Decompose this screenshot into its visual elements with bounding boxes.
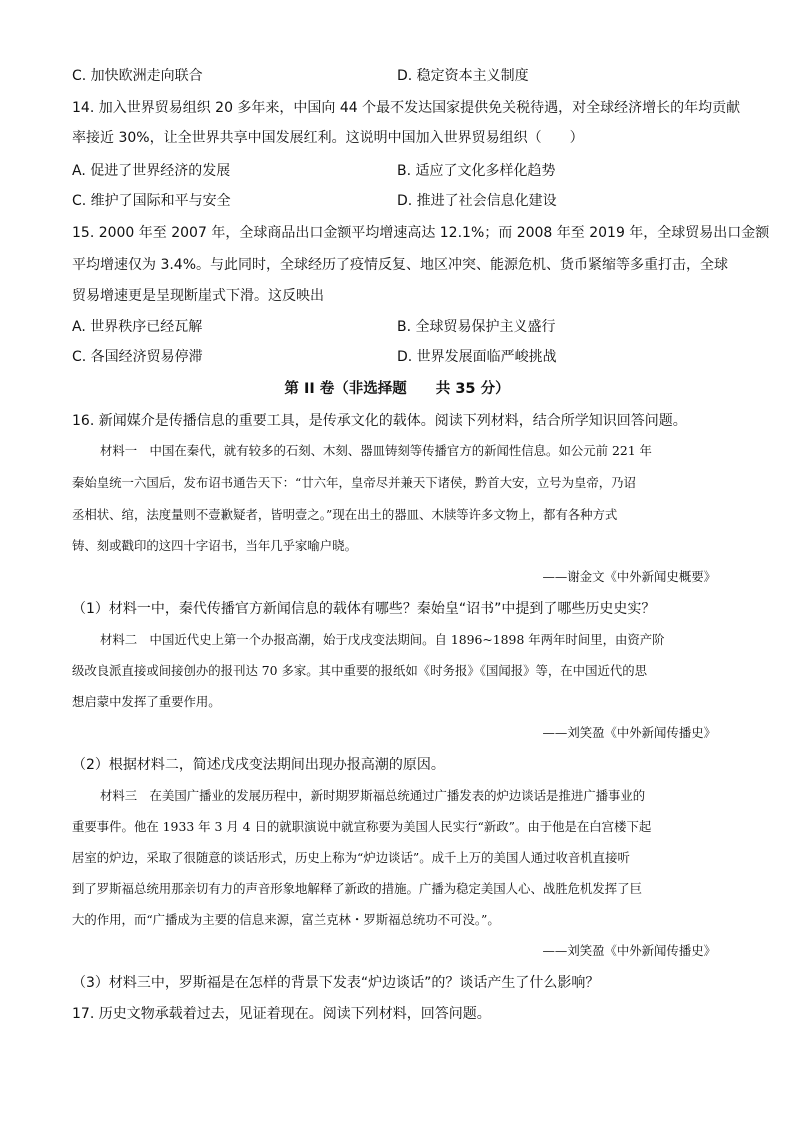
q16-material2-line3: 想启蒙中发挥了重要作用。 [72, 694, 221, 709]
q16-sub-question-1: （1）材料一中，秦代传播官方新闻信息的载体有哪些？秦始皇“诏书”中提到了哪些历史史实？ [72, 601, 656, 617]
q14-option-d: D. 推进了社会信息化建设 [397, 193, 557, 209]
q16-sub-question-3: （3）材料三中，罗斯福是在怎样的背景下发表“炉边谈话”的？谈话产生了什么影响？ [72, 975, 600, 991]
q15-option-d: D. 世界发展面临严峻挑战 [397, 349, 557, 365]
q16-material3-line1: 材料三 在美国广播业的发展历程中，新时期罗斯福总统通过广播发表的炉边谈话是推进广播事业的 [100, 788, 646, 803]
q13-option-d: D. 稳定资本主义制度 [397, 68, 529, 84]
q16-stem: 16. 新闻媒介是传播信息的重要工具，是传承文化的载体。阅读下列材料，结合所学知识回答问题。 [72, 413, 687, 429]
q16-sub-question-2: （2）根据材料二，简述戊戌变法期间出现办报高潮的原因。 [72, 757, 445, 773]
q16-material1-line1: 材料一 中国在秦代，就有较多的石刻、木刻、器皿铸刻等传播官方的新闻性信息。如公元前 221 年 [100, 443, 652, 458]
q14-option-a: A. 促进了世界经济的发展 [72, 163, 231, 179]
q14-option-b: B. 适应了文化多样化趋势 [397, 163, 556, 179]
q14-option-c: C. 维护了国际和平与安全 [72, 193, 231, 209]
q17-stem: 17. 历史文物承载着过去，见证着现在。阅读下列材料，回答问题。 [72, 1006, 491, 1022]
q16-source1: ——谢金文《中外新闻史概要》 [542, 569, 716, 584]
q16-material2-line1: 材料二 中国近代史上第一个办报高潮，始于戊戌变法期间。自 1896~1898 年两年时间里，由资产阶 [100, 632, 665, 647]
q16-material3-line3: 居室的炉边，采取了很随意的谈话形式，历史上称为“炉边谈话”。成千上万的美国人通过收音机直接听 [72, 850, 630, 865]
q16-source3: ——刘笑盈《中外新闻传播史》 [542, 943, 716, 958]
q16-material1-line3: 丞相状、绾，法度量则不壹歉疑者，皆明壹之。”现在出土的器皿、木牍等许多文物上，都有各种方式 [72, 507, 618, 522]
q15-stem-line2: 平均增速仅为 3.4%。与此同时，全球经历了疫情反复、地区冲突、能源危机、货币紧缩等多重打击，全球 [72, 257, 729, 273]
q16-material2-line2: 级改良派直接或间接创办的报刊达 70 多家。其中重要的报纸如《时务报》《国闻报》等，在中国近代的思 [72, 663, 648, 678]
q13-option-c: C. 加快欧洲走向联合 [72, 68, 203, 84]
q14-stem-line2: 率接近 30%，让全世界共享中国发展红利。这说明中国加入世界贸易组织（ ） [72, 130, 584, 146]
q16-material3-line5: 大的作用，而“广播成为主要的信息来源，富兰克林・罗斯福总统功不可没。”。 [72, 912, 500, 927]
q16-material1-line4: 铸、刻或戳印的这四十字诏书，当年几乎家喻户晓。 [72, 538, 357, 553]
q16-material3-line2: 重要事件。他在 1933 年 3 月 4 日的就职演说中就宣称要为美国人民实行“新政”。由于他是在白宫楼下起 [72, 819, 652, 834]
q15-stem-line3: 贸易增速更是呈现断崖式下滑。这反映出 [72, 288, 324, 304]
q14-stem-line1: 14. 加入世界贸易组织 20 多年来，中国向 44 个最不发达国家提供免关税待遇，对全球经济增长的年均贡献 [72, 100, 741, 116]
q15-option-b: B. 全球贸易保护主义盛行 [397, 319, 556, 335]
q16-material1-line2: 秦始皇统一六国后，发布诏书通告天下：“廿六年，皇帝尽并兼天下诸侯，黔首大安，立号为皇帝，乃诏 [72, 475, 636, 490]
section-title: 第 II 卷（非选择题 共 35 分） [284, 381, 510, 397]
q16-source2: ——刘笑盈《中外新闻传播史》 [542, 725, 716, 740]
q16-material3-line4: 到了罗斯福总统用那亲切有力的声音形象地解释了新政的措施。广播为稳定美国人心、战胜危机发挥了巨 [72, 881, 642, 896]
q15-option-a: A. 世界秩序已经瓦解 [72, 319, 203, 335]
q15-stem-line1: 15. 2000 年至 2007 年，全球商品出口金额平均增速高达 12.1%；而 2008 年至 2019 年，全球贸易出口金额 [72, 225, 770, 241]
q15-option-c: C. 各国经济贸易停滞 [72, 349, 203, 365]
